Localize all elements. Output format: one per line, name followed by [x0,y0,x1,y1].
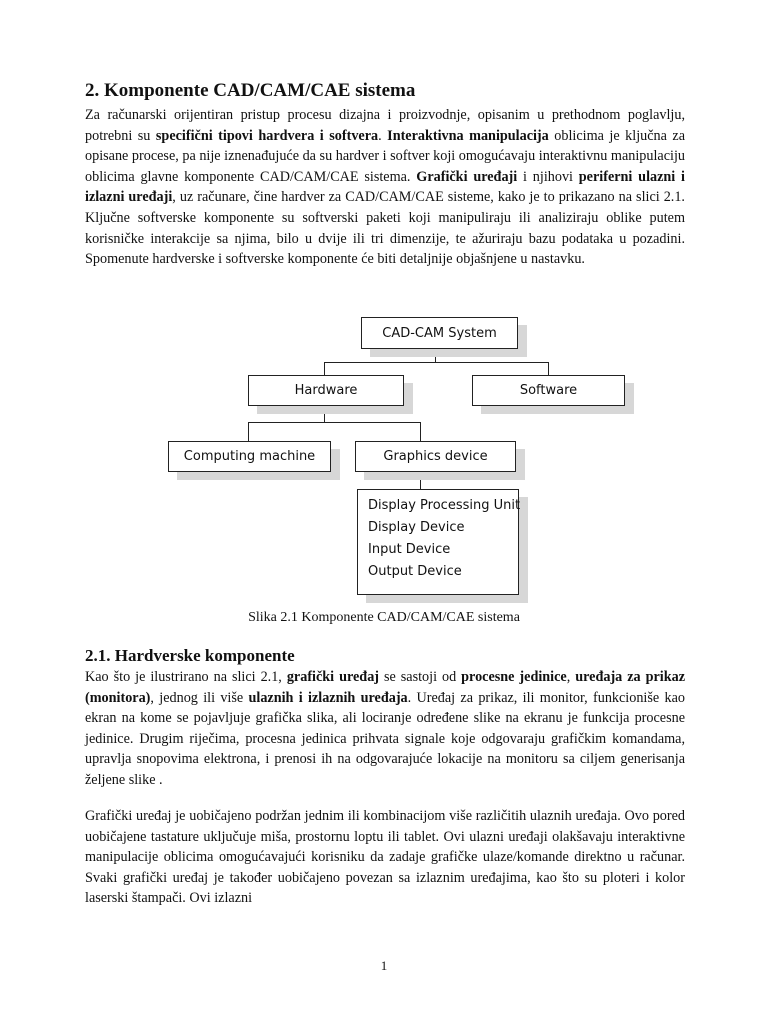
intro-paragraph: Za računarski orijentiran pristup procesu dizajna i proizvodnje, opisanim u prethodnom poglavlju, potrebni su specifični tipovi hardvera i softvera. Interaktivna manipulacija oblicima je ključna za opisane procese, pa nije iznenađujuće da su hardver i softver koji omogućavaju interaktivnu manipulaciju oblicima glavne komponente CAD/CAM/CAE sistema. Grafički uređaji i njihovi periferni ulazni i izlazni uređaji, uz računare, čine hardver za CAD/CAM/CAE sisteme, kako je to prikazano na slici 2.1. Ključne softverske komponente su softverski paketi koji manipuliraju ili analiziraju oblike putem korisničke interakcije sa njima, bilo u dvije ili tri dimenzije, te ažuriraju bazu podataka u pozadini. Spomenute hardverske i softverske komponente će biti detaljnije objašnjene u nastavku. [85,107,686,268]
connector-level1-bar [324,362,548,363]
connector-root-down [435,348,436,363]
node-computing-machine: Computing machine [168,441,331,472]
graphics-item: Input Device [368,542,451,557]
graphics-item: Display Device [368,520,465,535]
node-hardware: Hardware [248,375,404,406]
figure-caption: Slika 2.1 Komponente CAD/CAM/CAE sistema [248,610,520,625]
connector-to-software [548,362,549,375]
input-devices-paragraph: Grafički uređaj je uobičajeno podržan jednim ili kombinacijom više različitih ulaznih uređaja. Ovo pored uobičajene tastature uključuje miša, prostornu loptu ili tablet. Ovi ulazni uređaji olakšavaju interaktivne manipulacije oblicima omogućavajući korisniku da zadaje grafičke ulaze/komande direktno u računar. Svaki grafički uređaj je također uobičajeno povezan sa izlaznim uređajima, kao što su ploteri i kolor laserski štampači. Ovi izlazni [85,808,685,907]
subsection-title: 2.1. Hardverske komponente [85,646,295,665]
component-diagram [0,300,768,600]
graphics-item: Display Processing Unit [368,498,521,513]
connector-to-computing [248,422,249,441]
node-graphics-device: Graphics device [355,441,516,472]
connector-hardware-down [324,405,325,423]
node-graphics-components [357,489,519,595]
section-title: 2. Komponente CAD/CAM/CAE sistema [85,80,416,101]
connector-graphics-down [420,471,421,490]
connector-to-hardware [324,362,325,375]
connector-level2-bar [248,422,420,423]
node-cad-cam-system: CAD-CAM System [361,317,518,349]
node-software: Software [472,375,625,406]
connector-to-graphics [420,422,421,441]
graphics-item: Output Device [368,564,462,579]
page-number: 1 [380,958,388,973]
hardware-paragraph: Kao što je ilustrirano na slici 2.1, grafički uređaj se sastoji od procesne jedinice, uređaja za prikaz (monitora), jednog ili više ulaznih i izlaznih uređaja. Uređaj za prikaz, ili monitor, funkcioniše kao ekran na kome se pojavljuje grafička slika, ali lociranje određene slike na ekranu je funkcija procesne jedinice. Drugim riječima, procesna jedinica prihvata signale koje odgovaraju grafičkim komandama, upravlja snopovima elektrona, i prenosi ih na odgovarajuće lokacije na monitoru sa ciljem generisanja željene slike . [85,669,685,788]
